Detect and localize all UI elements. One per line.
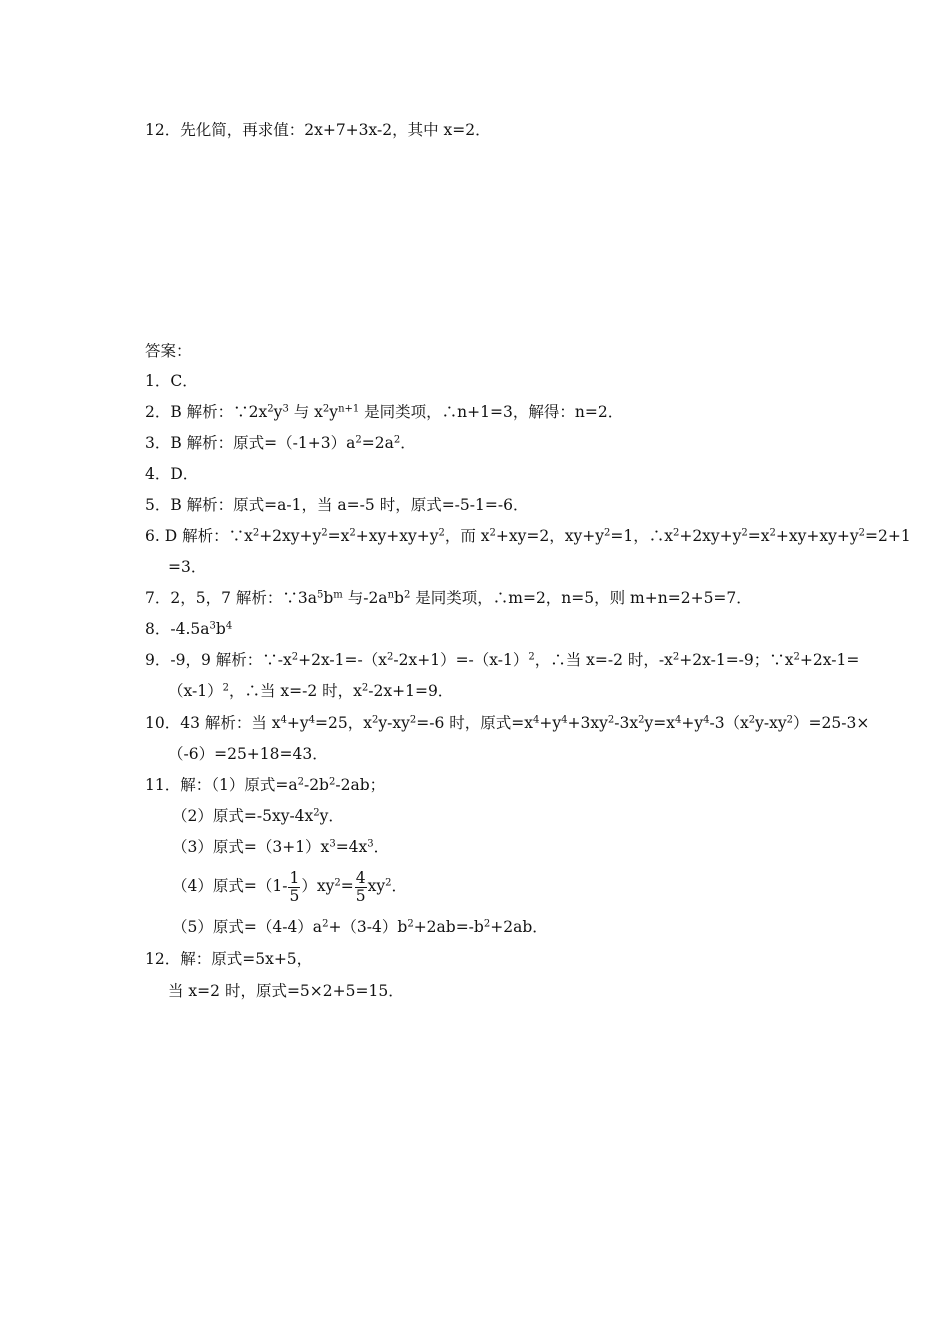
answer-11-part-2: （2）原式$=-5xy-4x^2y$． (172, 807, 344, 825)
answer-11-part-3: （3）原式$=(3+1)x^3=4x^3$． (172, 838, 390, 856)
fraction-one-fifth: $\frac{1}{5}$ (289, 868, 300, 905)
answer-6-line-2: =3． (168, 558, 207, 576)
answer-11-part-1: 11．解：（1）原式$=a^2-2b^2-2ab$； (145, 776, 386, 794)
fraction-four-fifths: $\frac{4}{5}$ (355, 868, 366, 905)
question-12: 12．先化简，再求值：2x+7+3x-2，其中 x=2． (145, 121, 491, 139)
answer-1: 1．C． (145, 372, 198, 390)
answer-9-line-2: $(x-1)^2$，∴当 x=-2 时，$x^2-2x+1=9$． (168, 682, 454, 700)
answer-4: 4．D． (145, 465, 199, 483)
answer-7: 7．2，5，7 解析：$\because 3a^5b^m$ 与$-2a^nb^2$ 是同类项，∴m=2，n=5，则 m+n=2+5=7． (145, 589, 752, 607)
answer-3: 3．B 解析：原式$=(-1+3)a^2=2a^2$． (145, 434, 416, 452)
answer-11-part-5: （5）原式$=(4-4)a^2+(3-4)b^2+2ab=-b^2+2ab$． (172, 918, 548, 936)
answer-12-line-2: 当 x=2 时，原式=5×2+5=15． (168, 982, 404, 1000)
answers-heading: 答案： (145, 342, 192, 360)
answer-5: 5．B 解析：原式=a-1，当 a=-5 时，原式=-5-1=-6． (145, 496, 529, 514)
answer-8: 8．$-4.5a^3b^4$ (145, 620, 233, 638)
answer-12-line-1: 12．解：原式=5x+5， (145, 950, 313, 968)
answer-10-line-1: 10．43 解析：当 $x^4+y^4=25$，$x^2y-xy^2=-6$ 时，原式$=x^4+y^4+3xy^2-3x^2y=x^4+y^4-3(x^2y-xy^2)=25-3\times$ (145, 714, 870, 732)
answer-6-line-1: 6. D 解析：$\because x^2+2xy+y^2=x^2+xy+xy+y^2$，而 $x^2+xy=2$，$xy+y^2=1$，$\therefore x^2+2xy+y^2=x^2+xy+xy+y^2=2+1$ (145, 527, 911, 545)
answer-2: 2．B 解析：$\because 2x^2y^3$ 与 $x^2y^{n+1}$ 是同类项，∴n+1=3，解得：n=2． (145, 403, 624, 421)
answer-10-line-2: （-6）=25+18=43． (168, 745, 328, 763)
answer-9-line-1: 9．-9，9 解析：$\because-x^2+2x-1=-(x^2-2x+1)=-(x-1)^2$，∴当 x=-2 时，$-x^2+2x-1=-9$；$\because x^2+2x-1=$ (145, 651, 860, 669)
answer-11-part-4: （4）原式=（1- $\frac{1}{5}$ ）$xy^2=$ $\frac{4}{5}$ $xy^2$． (172, 868, 407, 905)
